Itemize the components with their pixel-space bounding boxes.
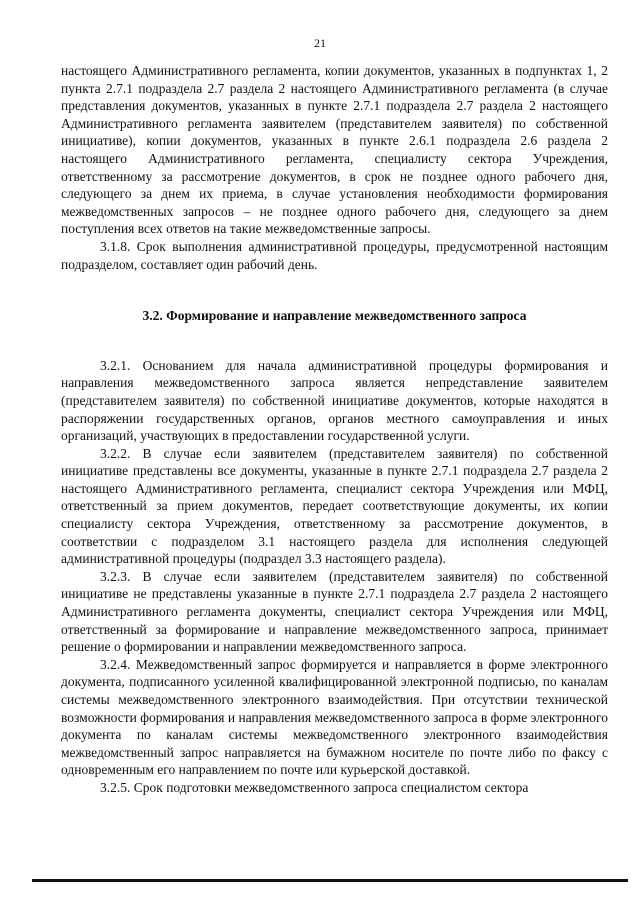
document-body <box>61 62 608 797</box>
page-number: 21 <box>314 36 326 50</box>
footer-divider <box>32 879 628 882</box>
paragraph-3-2-5: 3.2.5. Срок подготовки межведомственного запроса специалистом сектора <box>100 779 529 795</box>
paragraph-3-2-4: 3.2.4. Межведомственный запрос формируется и направляется в форме электронного документа, подписанного усиленной квалифицированной электронной подписью, по каналам системы межведомственного электронного взаимодействия. При отсутствии технической возможности формирования и направления межведомственного запроса в форме электронного документа по каналам системы межведомственного электронного взаимодействия межведомственный запрос направляется на бумажном носителе по почте либо по факсу с одновременным его направлением по почте или курьерской доставкой. <box>61 656 608 778</box>
paragraph-3-2-2: 3.2.2. В случае если заявителем (представителем заявителя) по собственной инициативе представлены все документы, указанные в пункте 2.7.1 подраздела 2.7 раздела 2 настоящего Административного регламента, специалист сектора Учреждения или МФЦ, ответственный за прием документов, передает соответствующие документы, их копии специалисту сектора Учреждения, ответственному за рассмотрение документов, в соответствии с подразделом 3.1 настоящего раздела для исполнения следующей административной процедуры (подраздел 3.3 настоящего раздела). <box>61 445 608 567</box>
paragraph-continuation: настоящего Административного регламента, копии документов, указанных в подпунктах 1, 2 пункта 2.7.1 подраздела 2.7 раздела 2 настоящего Административного регламента (в случае представления документов, указанных в пункте 2.7.1 подраздела 2.7 раздела 2 настоящего Административного регламента заявителем (представителем заявителя) по собственной инициативе), копии документов, указанных в пункте 2.6.1 подраздела 2.6 раздела 2 настоящего Административного регламента, специалисту сектора Учреждения, ответственному за рассмотрение документов, в срок не позднее одного рабочего дня, следующего за днем их приема, в случае установления необходимости формирования межведомственных запросов – не позднее одного рабочего дня, следующего за днем поступления всех ответов на такие межведомственные запросы. <box>61 63 608 237</box>
section-heading: 3.2. Формирование и направление межведомственного запроса <box>142 308 527 324</box>
paragraph-3-2-1: 3.2.1. Основанием для начала административной процедуры формирования и направления межведомственного запроса является непредставление заявителем (представителем заявителя) по собственной инициативе документов, которые находятся в распоряжении государственных органов, органов местного самоуправления и иных организаций, участвующих в предоставлении государственной услуги. <box>61 357 608 444</box>
paragraph-3-2-3: 3.2.3. В случае если заявителем (представителем заявителя) по собственной инициативе не представлены указанные в пункте 2.7.1 подраздела 2.7 раздела 2 настоящего Административного регламента документы, специалист сектора Учреждения или МФЦ, ответственный за формирование и направление межведомственного запроса, принимает решение о формировании и направлении межведомственного запроса. <box>61 568 608 655</box>
paragraph-3-1-8: 3.1.8. Срок выполнения административной процедуры, предусмотренной настоящим подразделом, составляет один рабочий день. <box>61 238 608 272</box>
